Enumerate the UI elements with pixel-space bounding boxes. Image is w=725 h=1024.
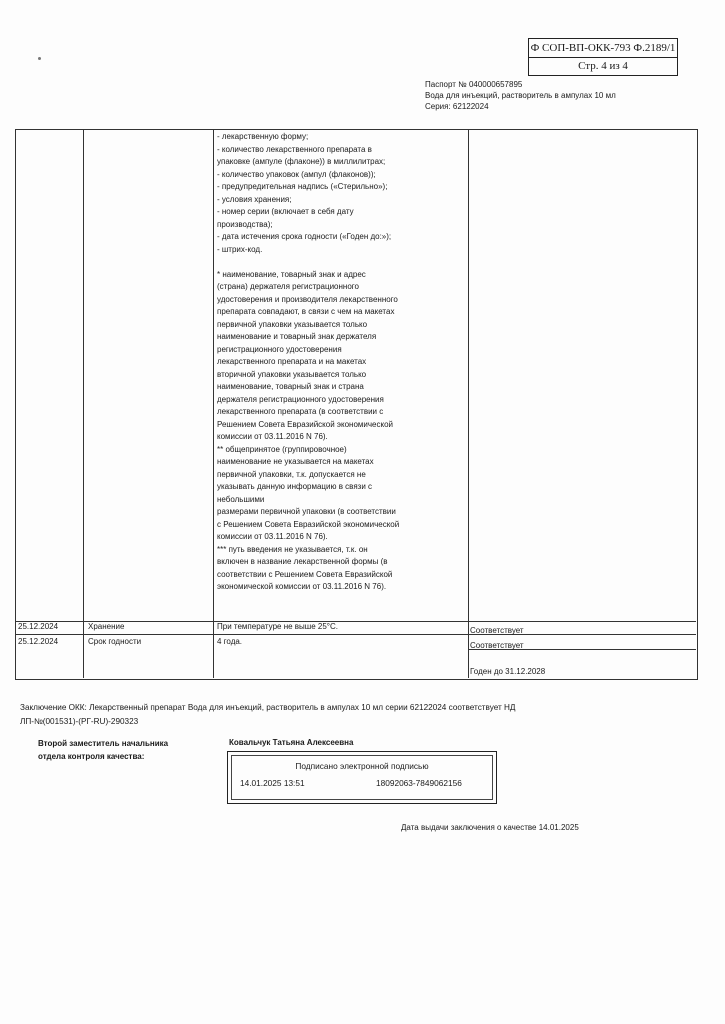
description-line: - предупредительная надпись («Стерильно»);	[217, 182, 388, 191]
description-line: с Решением Совета Евразийской экономической	[217, 519, 400, 529]
signature-timestamp: 14.01.2025 13:51	[240, 778, 305, 788]
description-line: экономической комиссии от 03.11.2016 N 76).	[217, 582, 387, 591]
conclusion	[20, 701, 660, 729]
shelf-requirement: 4 года.	[217, 637, 243, 646]
form-code-box	[528, 38, 678, 76]
col-divider-3	[468, 130, 469, 678]
description-line: *** путь введения не указывается, т.к. он	[217, 544, 368, 554]
description-line: - лекарственную форму;	[217, 132, 309, 141]
form-code: Ф СОП-ВП-ОКК-793 Ф.2189/1	[529, 39, 677, 58]
series-number: Серия: 62122024	[425, 102, 489, 111]
signer-position	[38, 737, 168, 763]
description-line: удостоверения и производителя лекарственного	[217, 294, 398, 304]
col-divider-1	[83, 130, 84, 678]
description-line: комиссии от 03.11.2016 N 76).	[217, 532, 328, 541]
storage-parameter: Хранение	[88, 622, 125, 631]
description-line: первичной упаковки, т.к. допускается не	[217, 469, 366, 479]
description-line: комиссии от 03.11.2016 N 76).	[217, 432, 328, 441]
description-line: - количество упаковок (ампул (флаконов));	[217, 169, 376, 179]
signer-name: Ковальчук Татьяна Алексеевна	[229, 738, 354, 747]
signature-title: Подписано электронной подписью	[295, 761, 429, 771]
description-line: соответствии с Решением Совета Евразийской	[217, 569, 393, 579]
passport-info	[425, 79, 616, 112]
description-line: лекарственного препарата и на макетах	[217, 357, 367, 366]
shelf-result: Соответствует	[470, 641, 524, 650]
description-line: наименование и товарный знак держателя	[217, 332, 377, 341]
shelf-date: 25.12.2024	[18, 637, 59, 646]
description-line: держателя регистрационного удостоверения	[217, 394, 384, 404]
scan-speck	[38, 57, 41, 60]
storage-result: Соответствует	[470, 626, 524, 635]
description-line: - количество лекарственного препарата в	[217, 144, 372, 154]
electronic-signature-stamp	[227, 751, 497, 804]
description-line: включен в название лекарственной формы (в	[217, 557, 388, 566]
description-line: размерами первичной упаковки (в соответствии	[217, 507, 396, 516]
description-line: первичной упаковки указывается только	[217, 319, 368, 329]
description-line: * наименование, товарный знак и адрес	[217, 269, 366, 279]
description-line: ** общепринятое (группировочное)	[217, 444, 347, 454]
signer-position-line-2: отдела контроля качества:	[38, 752, 145, 761]
signature-certificate: 18092063-7849062156	[376, 778, 462, 788]
description-line: лекарственного препарата (в соответствии с	[217, 407, 384, 416]
passport-number: Паспорт № 040000657895	[425, 80, 523, 89]
conclusion-line-2: ЛП-№(001531)-(РГ-RU)-290323	[20, 717, 139, 726]
signer-position-line-1: Второй заместитель начальника	[38, 739, 169, 748]
page-number: Стр. 4 из 4	[578, 60, 628, 72]
description-line: Решением Совета Евразийской экономической	[217, 419, 393, 429]
description-line: - дата истечения срока годности («Годен до:»);	[217, 232, 392, 241]
description-line: регистрационного удостоверения	[217, 344, 342, 354]
description-line: небольшими	[217, 494, 265, 504]
description-line: - номер серии (включает в себя дату	[217, 207, 354, 216]
description-line: упаковке (ампуле (флаконе)) в миллилитрах;	[217, 157, 386, 166]
col-divider-2	[213, 130, 214, 678]
description-line: наименование, товарный знак и страна	[217, 382, 364, 391]
description-line: наименование не указывается на макетах	[217, 457, 374, 466]
description-line: (страна) держателя регистрационного	[217, 282, 359, 291]
description-line: препарата совпадают, в связи с чем на макетах	[217, 307, 395, 316]
shelf-valid-until: Годен до 31.12.2028	[470, 667, 546, 676]
description-line: указывать данную информацию в связи с	[217, 482, 373, 491]
requirements-description	[217, 131, 462, 594]
description-line: вторичной упаковки указывается только	[217, 369, 367, 379]
shelf-parameter: Срок годности	[88, 637, 142, 646]
conclusion-line-1: Заключение ОКК: Лекарственный препарат Вода для инъекций, растворитель в ампулах 10 мл серии 62122024 соответствует НД	[20, 703, 516, 712]
description-line: - условия хранения;	[217, 194, 292, 204]
storage-requirement: При температуре не выше 25°С.	[217, 622, 338, 631]
description-line: - штрих-код.	[217, 244, 263, 254]
product-name: Вода для инъекций, растворитель в ампулах 10 мл	[425, 91, 616, 100]
description-line: производства);	[217, 219, 273, 229]
storage-date: 25.12.2024	[18, 622, 59, 631]
row-divider-2	[16, 634, 696, 635]
issue-date: Дата выдачи заключения о качестве 14.01.2025	[401, 823, 579, 832]
description-line	[217, 256, 462, 269]
